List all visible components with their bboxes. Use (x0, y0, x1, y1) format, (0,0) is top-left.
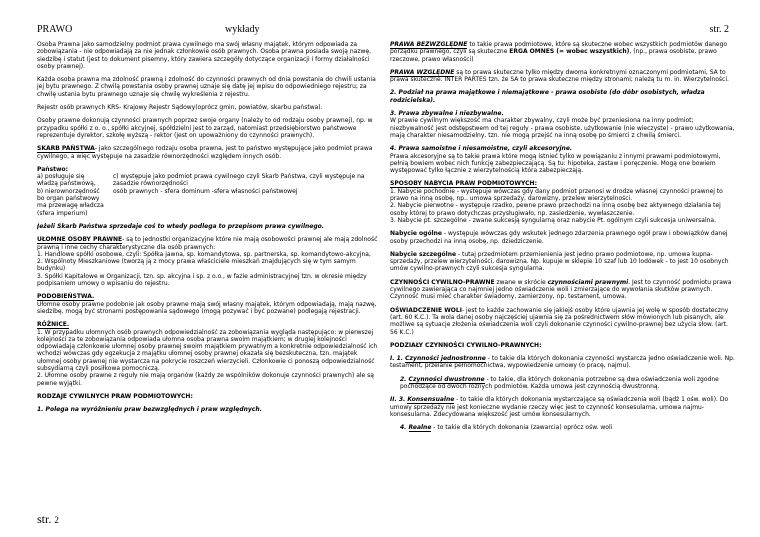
podzialy-label: II. 3. (390, 396, 408, 404)
skarb-text: - jako szczególnego rodzaju osoba prawna, jest to państwo występujące jako podmiot prawa cywilnego, a więc występuje na zasadzie równorzędności względem innych osób. (37, 145, 373, 160)
skarb-title: SKARB PAŃSTWA (37, 145, 95, 153)
bezwzgl-tail: , (np., prawa osobiste, prawo rzeczowe, prawo własności) (390, 48, 717, 63)
podzialy-item-text: - to takie dla których dokonania wystarczające są oświadczenia woli (bądź 1 ośw. woli). Do umowy sprzedaży nie jest konieczne wydanie rzeczy więc jest to czynność konsesularna, umowa najmu-konsesularna. Zdecydowana większość jest umów konsesularnych. (390, 396, 729, 418)
paragraph: Rejestr osób prawnych KRS- Krajowy Rejestr Sądowy(oprócz gmin, powiatów, skarbu państwa). (37, 104, 323, 112)
point-4-section (390, 145, 735, 174)
point-4-title: 4. Prawa samoistne i niesamoistne, czyli akcesoryjne. (390, 145, 573, 153)
rodzaje-title: RODZAJE CYWILNYCH PRAW PODMIOTOWYCH: (37, 392, 193, 400)
panstwo-cell: b) nierownorzędność bo organ państwowy ma przewagę władcza (sfera imperium) (37, 187, 104, 217)
page-footer (37, 512, 59, 527)
panstwo-cell: a) posługuje się władzą państwową, (37, 173, 96, 188)
list-item: 1. Nabycie pochodnie - występuje wówczas gdy dany podmiot przenosi w drodze własnej czynności prawnej to prawo na inną osobę, np.. umowa sprzedaży, darowizny, przelew wierzytelności. (390, 187, 723, 203)
podzialy-item (390, 424, 735, 431)
rozn-title: RÓŻNICE. (37, 321, 70, 329)
szczeg-section (390, 251, 735, 273)
ulomne-title: UŁOMNE OSOBY PRAWNE (37, 236, 123, 244)
podob-text: Ułomne osoby prawne podobnie jak osoby prawne mają swój własny majątek, którym odpowiadają, mają nazwę, siedzibę, mogą być stronami postępowania sądowego (mogą pozywać i być pozwane) podlegają rejestracji. (37, 300, 377, 315)
podzialy-item-text: - to takie dla których dokonania (zawarcia) oprócz ośw. woli (431, 424, 613, 432)
point-2: 2. Podział na prawa majątkowe i niemajątkowe - prawa osobiste (do dóbr osobistych, władza rodzicielska). (390, 89, 705, 104)
ogolne-text: - występuje wówczas gdy wskutek jednego zdarzenia prawnego ogół praw i obowiązków danej osoby przechodzi na inną osobę, np. dziedziczenie. (390, 230, 728, 245)
point-3-section (390, 110, 735, 139)
rodzaje-item: 1. Polega na wyróżnieniu praw bezwzględnych i praw względnych. (37, 406, 262, 414)
list-item: 1. Handlowe spółki osobowe, czyli: Spółka jawna, sp. komandytowa, sp. partnerska, sp. komandytowo-akcyjna, (37, 250, 371, 258)
page-title: PRAWO (37, 24, 73, 35)
wzgl-title: PRAWA WZGLĘDNE (390, 68, 455, 76)
rozn-section (37, 321, 382, 387)
erga-omnes: ERGA OMNES (= wobec wszystkich) (509, 48, 630, 56)
paragraph: Osoba Prawna jako samodzielny podmiot prawa cywilnego ma swój własny majątek, którym odpowiada za zobowiązania - nie odpowiadają za nie jednak członkowie osób prawnych. Osoba prawna posiada swoją nazwę, siedzibę i statut (jest to dokument pisemny, który zawiera szczegóły dotyczące organizacji i formy działalności osoby prawnej). (37, 41, 371, 70)
left-body (37, 41, 382, 419)
podzialy-item (390, 355, 735, 370)
list-item: 2. Wspólnoty Mieszkaniowe (tworzą ją z mocy prawa właściciele mieszkań znajdujących się w tym samym budynku) (37, 258, 356, 273)
czynnosci-em: czynnościami prawnymi (547, 278, 629, 286)
oswiad-text: - jest to każde zachowanie się jakiejś osoby które ujawnia jej wolę w sposób dostateczny (art. 60 K.C.). Ta wola danej osoby najczęściej ujawnia się za pośrednictwem słów mówionych lub pisanych, ale możliwe są sytuacje złożenia oświadczenia woli czyli dokonanie czynności cywilno-prawnej bez użycia słow. (art. 56 K.C.) (390, 306, 729, 336)
rozn-item: 1. W przypadku ułomnych osób prawnych odpowiedzialność za zobowiązania wygląda następująco: w pierwszej kolejności za te zobowiązania odpowiada ułomna osoba prawna swoim majątkiem; w drugiej kolejności odpowiadają członkowie ułomnej osoby prawnej swoim majątkiem prywatnym a konkretnie odpowiedzialność ich wchodzi wówczas gdy egzekucja z majątku ułomnej osoby prawnej okazała się bezskuteczna, tzn. majątek ułomnej osoby prawnej nie wystarcza na pokrycie roszczeń wierzycieli. Członkowie ci ponoszą odpowiedzialność subsydiarną czyli posiłkowa pomocniczą. (37, 328, 378, 372)
ulomne-text: - są to jednostki organizacyjne które nie mają osobowości prawnej ale mają zdolność prawną i inne cechy charakterystyczne dla osób prawnych: (37, 236, 378, 251)
szczeg-title: Nabycie szczególne (390, 250, 457, 258)
podzialy-label: I. 1. (390, 355, 406, 363)
czynnosci-section (390, 279, 735, 301)
podzialy-title: PODZIAŁY CZYNNOŚCI CYWILNO-PRAWNYCH: (390, 341, 542, 349)
ogolne-section (390, 230, 735, 245)
sposoby-title: SPOSOBY NABYCIA PRAW PODMIOTOWYCH: (390, 180, 537, 188)
right-body (390, 41, 735, 437)
paragraph: Każda osoba prawna ma zdolność prawną i zdolność do czynności prawnych od dnia powstania do chwili ustania jej bytu prawnego. Z chwilą powstania osoby prawnej uznaje się datę jej wpisu do odpowiedniego rejestru; za chwilę ustania bytu prawnego uznaje się chwilę wykreślenia z rejestru. (37, 76, 376, 98)
czynnosci-mid: zwane w skrócie (494, 278, 548, 286)
list-item: 2. Nabycie pierwotne - występuje rzadko, pewne prawo przechodzi na inną osobę bez aktywnego działania tej osoby której to prawo dotychczas przysługiwało, np. zasiedzenie, wywłaszczenie. (390, 202, 721, 217)
rozn-item: 2. Ułomne osoby prawne z reguły nie mają organów (każdy ze wspólników dokonuje czynności prawnych) ale są pewne wyjątki. (37, 372, 374, 387)
paragraph: Osoby prawne dokonują czynności prawnych poprzez swoje organy (należy to od rodzaju osoby prawnej), np. w przypadku spółki z o. o., spółki akcyjnej, spółdzielni jest to zarząd, natomiast przedsiębiorstwo państwowe reprezentuje dyrektor, szkołę wyższą - rektor (jest on upoważniony do czynności prawnych). (37, 117, 373, 139)
skarb-section (37, 145, 382, 160)
podzialy-item-title: Czynności jednostronne (405, 355, 486, 363)
podzialy-label: 4. (400, 424, 409, 432)
ulomne-section (37, 236, 382, 287)
szczeg-text: - tutaj przedmiotem przemienienia jest jedno prawo podmiotowe, np. umowa kupna-sprzedaży, przelew wierzytelności, darowizna. Np. kupuje w sklepie 10 szaf lub 10 lodówek - to jest 10 osobnych umów cywilno-prawnych czyli sukcesja syngularna. (390, 250, 729, 273)
page-number-header: str. 2 (709, 24, 729, 35)
page-subtitle: wykłady (225, 24, 260, 35)
oswiad-section (390, 307, 735, 336)
list-item: 3. Nabycie pt. szczególne - zwane sukcesją syngularną oraz nabycie Pt. ogólnym czyli sukcesja uniwersalna. (390, 216, 717, 224)
jezeli-note: Jeżeli Skarb Państwa sprzedaje coś to wtedy podlega to przepisom prawa cywilnego. (37, 222, 325, 230)
point-3-text: W prawie cywilnym większość ma charakter zbywalny, czyli może być przeniesiona na inny podmiot; niezbywalność jest odstępstwem od tej reguły - prawa osobiste, użytkowanie (nie wieczyste) - prawo użytkowania, mają charakter niesamodzielny, tzn. nie mogą przejść na inną osobę po śmierci z chwilą śmierci. (390, 117, 735, 139)
panstwo-cell: c) występuje jako podmiot prawa cywilnego czyli Skarb Państwa, czyli występuje na zasadzie równorzędności (113, 173, 365, 188)
panstwo-table (37, 173, 382, 217)
bezwzgl-text: to takie prawa podmiotowe, które są skuteczne wobec wszystkich podmiotów danego porządku prawnego, czyli są skuteczne (390, 41, 728, 56)
wzgl-text: są to prawa skuteczne tylko między dwoma konkretnymi oznaczonymi podmiotami, SA to prawa skuteczne. INTER PARTES tzn. że SA to prawa skuteczne między stronami; należą tu m. in. Wierzytelności. (390, 68, 729, 84)
podob-title: PODOBIEŃSTWA. (37, 293, 95, 301)
podzialy-item-title: Realne (408, 424, 432, 432)
left-page-column (37, 0, 382, 537)
podzialy-item (390, 376, 735, 391)
podzialy-item (390, 396, 735, 418)
list-item: 3. Spółki Kapitałowe w Organizacji, tzn. sp. akcyjna i sp. z o.o., w fazie administracyjnej tzn. w okresie między podpisaniem umowy o wpisaniu do rejestru. (37, 272, 367, 288)
podob-section (37, 293, 382, 315)
bezwzgl-section (390, 41, 735, 63)
sposoby-section (390, 180, 735, 224)
podzialy-item-title: Konsensualne (407, 396, 455, 404)
right-page-column (390, 0, 735, 537)
podzialy-item-title: Czynności dwustronne (408, 375, 485, 383)
ogolne-title: Nabycie ogólne (390, 230, 442, 238)
point-3-title: 3. Prawa zbywalne i niezbywalne. (390, 110, 504, 118)
czynnosci-text: . Jest to czynność podmiotu prawa cywilnego zawierająca co najmniej jedno oświadczenie woli i zmierzające do wywołania skutków prawnych. Czynność musi mieć charakter świadomy, zamierzony, np. testament, umowa. (390, 278, 732, 301)
czynnosci-title: CZYNNOŚCI CYWILNO-PRAWNE (390, 278, 495, 286)
panstwo-cell: osób prawnych - sfera dominum -sfera własności państwowej (113, 187, 298, 195)
podzialy-item-text: - to takie, dla których dokonania potrzebne są dwa oświadczenia woli zgodne pochodzące od dwóch rożnych podmiotów. Każda umowa jest czynnością dwustronną. (400, 375, 719, 390)
footer-label: str. (37, 512, 52, 526)
oswiad-title: OŚWIADCZENIE WOLI (390, 306, 462, 314)
bezwzgl-title: PRAWA BEZWZGLĘDNE (390, 41, 468, 48)
podzialy-label: 2. (400, 375, 409, 383)
panstwo-label: Państwo: (37, 165, 69, 173)
footer-page-number: 2 (54, 515, 59, 525)
wzgl-section (390, 69, 735, 84)
point-4-text: Prawa akcesoryjne są to takie prawa które mogą istnieć tylko w powiązaniu z innymi prawami podmiotowymi, pełnią bowiem wobec nich funkcję zabezpieczającą. Są tu: hipoteka, zastaw i poręczenie. Mogą one bowiem występować tylko łącznie z wierzytelnością która zabezpieczają. (390, 152, 721, 175)
podzialy-item-text: - to takie dla których dokonania czynności wystarcza jedno oświadczenie woli. Np. testament, przelanie pełnomocnictwa, wypowiedzenie umowy (o pracę, najmu). (390, 355, 735, 370)
